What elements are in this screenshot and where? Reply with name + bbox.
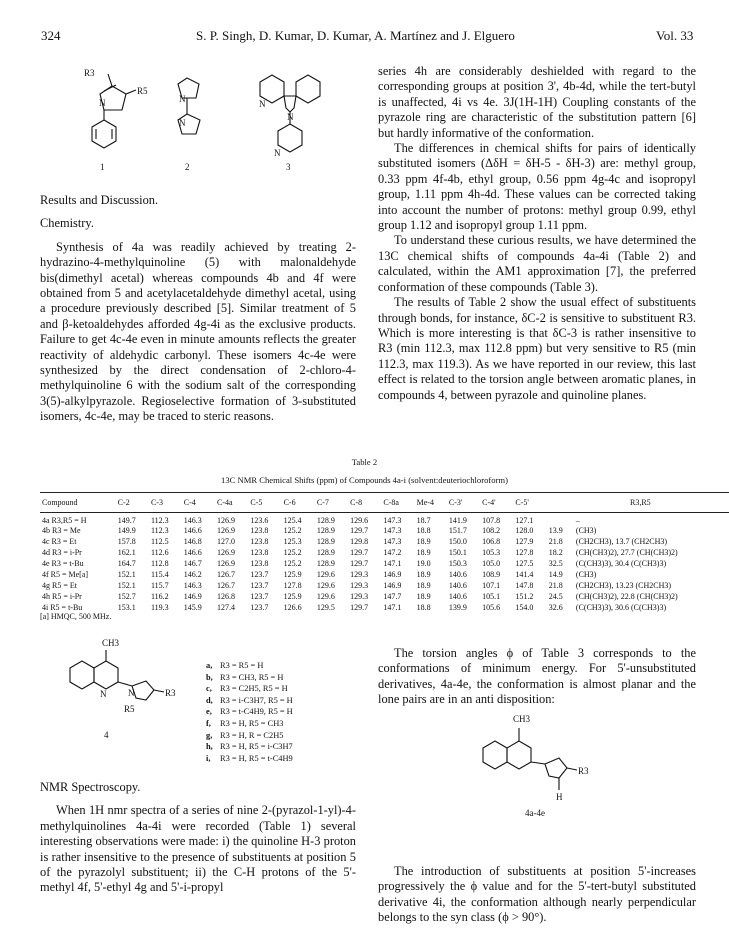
legend-item [206,706,293,718]
legend-key: b, [206,672,213,682]
table-cell: 128.9 [316,548,335,557]
table-cell: 146.8 [183,537,202,546]
table-cell: 126.7 [217,581,236,590]
table-header-cell: C-6 [282,493,315,513]
table-row [40,591,729,602]
table-cell: 125.2 [283,559,302,568]
table-cell: 147.8 [515,581,534,590]
n-label-8: N [128,688,135,698]
table-header-cell: C-4a [215,493,248,513]
legend-item [206,741,293,753]
right-paragraph-3: To understand these curious results, we have determined the 13C chemical shifts of compounds 4a-4i (Table 2) and calculated, within the AM1 approximation [7], the preferred conformation of these compounds (Table 3). [378,233,696,294]
table-row [40,602,729,613]
table-cell: 112.3 [150,516,169,525]
table-cell: 18.9 [416,592,431,601]
table-cell: 146.9 [183,592,202,601]
table-cell: 129.5 [316,603,335,612]
table-cell: (CH(CH3)2), 22.8 (CH(CH3)2) [575,592,678,601]
left-column [40,193,356,425]
table-cell: 105.0 [482,559,501,568]
legend-text: R3 = R5 = H [220,661,264,670]
table-cell: 152.1 [117,570,136,579]
table-cell: 4h R5 = i-Pr [42,592,82,601]
table-cell: 145.9 [183,603,202,612]
table-cell: 21.8 [548,581,563,590]
table-cell: 123.7 [250,581,269,590]
table-cell: 4g R5 = Et [42,581,77,590]
right-paragraph-4: The results of Table 2 show the usual effect of substituents through bonds, for instance, δC-2 is sensitive to substituent R3. Which is more interesting is that δC-3 is rather insensitive to R3 (min 112.3, max 112.8 ppm) but very sensitive to R5 (min 112.3, max 119.3). As we have reported in our review, this last effect is related to the torsion angle between aromatic planes, in compounds 4, between pyrazole and quinoline planes. [378,295,696,402]
table-cell: 147.3 [383,516,402,525]
compound-label-4: 4 [104,730,109,740]
nmr-paragraph: When 1H nmr spectra of a series of nine 2-(pyrazol-1-yl)-4-methylquinolines 4a-4i were recorded (Table 1) several interesting observations were made: i) the quinoline H-3 proton is rather insensitive to the presence of substituents at position 5 of the pyrazolyl substituent; ii) the C-H protons of the 5'-methyl 4f, 5'-ethyl 4g and 5'-i-propyl [40,803,356,895]
table-cell: 146.3 [183,581,202,590]
structure-label-2: 2 [185,162,190,172]
table-cell: 105.1 [482,592,501,601]
table-label: Table 2 [351,457,378,467]
table-cell: 150.0 [448,537,467,546]
n-label-3: N [179,118,186,128]
table-cell: 18.8 [416,526,431,535]
table-cell: 19.0 [416,559,431,568]
table-cell: 126.9 [217,559,236,568]
table-cell: 154.0 [515,603,534,612]
table-cell: 125.3 [283,537,302,546]
n-label-6: N [274,148,281,158]
table-cell: (CH3) [575,570,597,579]
table-cell: 125.9 [283,570,302,579]
structure-4 [60,634,210,744]
table-header-cell: C-8a [381,493,414,513]
r3-label-4a: R3 [578,766,589,776]
table-row [40,558,729,569]
table-cell: 147.2 [383,548,402,557]
table-cell: 4d R3 = i-Pr [42,548,82,557]
table-cell: 4i R5 = t-Bu [42,603,83,612]
table-cell: 129.6 [316,592,335,601]
table-cell: 151.7 [448,526,467,535]
table-cell: 146.7 [183,559,202,568]
table-header-cell: C-8 [348,493,381,513]
table-cell: 18.9 [416,537,431,546]
table-cell: 126.6 [283,603,302,612]
table-cell: 147.3 [383,526,402,535]
table-row [40,536,729,547]
table-cell: 128.9 [316,516,335,525]
table-header-cell: C-4 [182,493,215,513]
table-row [40,580,729,591]
table-cell: 127.4 [217,603,236,612]
table-cell: 152.1 [117,581,136,590]
n-label-1: N [99,98,106,108]
n-label-7: N [100,689,107,699]
n-label-5: N [287,112,294,122]
legend-item [206,753,293,765]
table-header-cell: C-7 [315,493,348,513]
table-cell: 127.8 [283,581,302,590]
table-cell: 18.2 [548,548,563,557]
table-cell: 123.7 [250,592,269,601]
table-cell: 115.4 [150,570,169,579]
table-title: 13C NMR Chemical Shifts (ppm) of Compounds 4a-i (solvent:deuteriochloroform) [221,475,508,485]
table-cell: 32.6 [548,603,563,612]
n-label-4: N [259,99,266,109]
table-cell: 13.9 [548,526,563,535]
table-cell: 140.6 [448,592,467,601]
r3-label: R3 [84,68,95,78]
table-cell: 164.7 [117,559,136,568]
table-cell: 127.1 [515,516,534,525]
table-header-cell: C-4' [480,493,513,513]
table-cell: 129.6 [316,570,335,579]
structure-label-1: 1 [100,162,105,172]
legend-item [206,718,293,730]
table-cell: 127.0 [217,537,236,546]
table-cell: 146.2 [183,570,202,579]
table-cell: 139.9 [448,603,467,612]
table-cell: 146.6 [183,548,202,557]
label-4a-4e: 4a-4e [525,808,545,818]
ch3-label-4a: CH3 [513,714,531,724]
legend-key: d, [206,695,213,705]
table-cell: 128.9 [316,559,335,568]
volume-label: Vol. 33 [656,28,694,43]
table-cell: 129.6 [350,516,369,525]
table-header-cell: Compound [40,493,116,513]
h-label: H [556,792,563,802]
table-cell: 123.8 [250,537,269,546]
table-cell: 4f R5 = Me[a] [42,570,89,579]
table-cell: 146.9 [383,570,402,579]
lower-right-column [378,646,696,708]
table-header-cell: Me-4 [415,493,447,513]
table-cell: 123.8 [250,526,269,535]
table-cell: (C(CH3)3), 30.4 (C(CH3)3) [575,559,667,568]
table-cell: 125.2 [283,526,302,535]
substituent-legend [206,660,293,764]
results-heading: Results and Discussion. [40,193,159,207]
table-cell: 140.6 [448,581,467,590]
right-paragraph-1: series 4h are considerably deshielded with regard to the corresponding groups at position 3', 4b-4d, while the tert-butyl is unaffected, 4i vs 4e. 3J(1H-1H) Coupling constants of the pyrazole ring are characteristic of the substitution pattern [6] but hardly informative of the conformation. [378,64,696,140]
table-cell: 129.7 [350,526,369,535]
legend-key: i, [206,753,211,763]
r5-label-4: R5 [124,704,135,714]
table-cell: 115.7 [150,581,169,590]
table-cell: 105.3 [482,548,501,557]
legend-text: R3 = H, R5 = CH3 [220,718,284,728]
table-header-cell: C-3' [447,493,480,513]
table-cell: 112.6 [150,548,169,557]
r3-label-4: R3 [165,688,176,698]
table-cell: 141.9 [448,516,467,525]
table-cell: 153.1 [117,603,136,612]
running-authors: S. P. Singh, D. Kumar, D. Kumar, A. Martínez and J. Elguero [196,28,515,43]
table-header-cell: C-5 [248,493,281,513]
table-cell: 151.2 [515,592,534,601]
table-cell: 123.6 [250,516,269,525]
table-cell: 4a R3,R5 = H [42,516,87,525]
table-cell: 146.9 [383,581,402,590]
legend-text: R3 = C2H5, R5 = H [220,684,288,694]
structures-1-2-3 [60,62,370,182]
structure-label-3: 3 [286,162,291,172]
legend-key: a, [206,661,213,670]
legend-item [206,730,293,742]
lower-left-column [40,780,356,896]
table-row [40,525,729,536]
table-cell: 4b R3 = Me [42,526,81,535]
table-cell: 127.9 [515,537,534,546]
right-column [378,64,696,403]
table-cell: 123.8 [250,548,269,557]
table-cell: 107.1 [482,581,501,590]
table-cell: 18.7 [416,516,431,525]
table-cell: 21.8 [548,537,563,546]
structure-4a-4e [465,708,625,818]
table-cell: 157.8 [117,537,136,546]
table-cell: 125.9 [283,592,302,601]
chemistry-heading: Chemistry. [40,216,94,231]
legend-text: R3 = H, R5 = i-C3H7 [220,742,293,752]
legend-text: R3 = CH3, R5 = H [220,672,284,682]
table-cell: 129.6 [316,581,335,590]
legend-text: R3 = H, R = C2H5 [220,730,284,740]
table-cell: 127.5 [515,559,534,568]
ch3-label-4: CH3 [102,638,120,648]
table-cell: 123.8 [250,559,269,568]
table-cell: 129.7 [350,603,369,612]
synthesis-paragraph: Synthesis of 4a was readily achieved by treating 2-hydrazino-4-methylquinoline (5) with malonaldehyde bis(dimethyl acetal) whereas compounds 4b and 4f were obtained from 5 and acetylacetaldehyde dimethyl acetal, using a procedure previously described [5]. Similar treatment of 5 and β-ketoaldehydes afforded 4g-4i as the exclusive products. Failure to get 4c-4e even in minute amounts reflects the greater reactivity of aldehydic carbonyl. These isomers 4c-4e were synthesized by the direct condensation of 2-chloro-4-methylquinoline 6 with the sodium salt of the corresponding 3(5)-alkylpyrazole. Regioselective formation of 3-substituted isomers, 4c-4e, may be traced to steric reasons. [40,239,356,424]
table-cell: 18.8 [416,603,431,612]
page-number: 324 [41,28,61,43]
table-cell [547,513,574,526]
table-cell: 107.8 [482,516,501,525]
table-cell: 126.9 [217,526,236,535]
r5-label: R5 [137,86,148,96]
table-cell: 147.1 [383,603,402,612]
table-header-cell: C-3 [149,493,182,513]
table-cell: 125.2 [283,548,302,557]
table-cell: 18.9 [416,548,431,557]
table-footnote: [a] HMQC, 500 MHz. [40,612,112,621]
table-cell: 152.7 [117,592,136,601]
table-cell: 150.3 [448,559,467,568]
table-cell: 149.7 [117,516,136,525]
table-cell: 126.8 [217,592,236,601]
table-cell: 119.3 [150,603,169,612]
legend-text: R3 = t-C4H9, R5 = H [220,707,293,717]
table-cell: (CH3) [575,526,597,535]
table-cell: 129.3 [350,592,369,601]
table-cell: 129.7 [350,559,369,568]
n-label-2: N [179,94,186,104]
table-cell: 112.8 [150,559,169,568]
table-cell: 112.3 [150,526,169,535]
table-cell: (CH2CH3), 13.7 (CH2CH3) [575,537,668,546]
legend-item [206,672,293,684]
table-cell: 126.7 [217,570,236,579]
table-header-cell: C-5' [513,493,546,513]
table-cell: 146.3 [183,516,202,525]
legend-key: e, [206,707,212,717]
table-cell: 129.3 [350,581,369,590]
legend-text: R3 = H, R5 = t-C4H9 [220,753,293,763]
table-cell: (C(CH3)3), 30.6 (C(CH3)3) [575,603,667,612]
substituent-paragraph: The introduction of substituents at position 5'-increases progressively the ϕ value and for the 5'-tert-butyl substituted derivative 4i, the conformation although nearly perpendicular belongs to the syn class (ϕ > 90°). [378,864,696,925]
table-cell: 106.8 [482,537,501,546]
table-cell: 4e R3 = t-Bu [42,559,84,568]
table-cell: 14.9 [548,570,563,579]
table-cell: 123.7 [250,570,269,579]
legend-key: f, [206,718,211,728]
table-cell: 128.9 [316,537,335,546]
table-cell: 127.8 [515,548,534,557]
table-cell: 24.5 [548,592,563,601]
table-cell: 4c R3 = Et [42,537,77,546]
table-2 [40,492,729,613]
torsion-paragraph: The torsion angles ϕ of Table 3 corresponds to the conformations of minimum energy. For 5'-unsubstituted derivatives, 4a-4e, the conformation is almost planar and the lone pairs are in an anti disposition: [378,646,696,707]
table-cell: 128.9 [316,526,335,535]
table-cell: 147.1 [383,559,402,568]
table-header-cell: C-2 [116,493,149,513]
table-cell: (CH(CH3)2), 27.7 (CH(CH3)2) [575,548,678,557]
table-cell: 105.6 [482,603,501,612]
legend-item [206,660,293,672]
legend-item [206,695,293,707]
nmr-heading: NMR Spectroscopy. [40,780,141,794]
legend-key: g, [206,730,213,740]
table-cell: 125.4 [283,516,302,525]
table-cell: 147.3 [383,537,402,546]
table-cell: 112.5 [150,537,169,546]
legend-item [206,683,293,695]
table-row [40,513,729,526]
table-cell: 108.2 [482,526,501,535]
table-cell: 129.7 [350,548,369,557]
table-cell: 126.9 [217,548,236,557]
table-cell: 18.9 [416,581,431,590]
table-cell: 162.1 [117,548,136,557]
legend-key: c, [206,684,212,694]
table-cell: 150.1 [448,548,467,557]
table-cell: 146.6 [183,526,202,535]
table-cell: 32.5 [548,559,563,568]
lower-right-column-2 [378,864,696,926]
table-cell: 129.8 [350,537,369,546]
table-cell: 123.7 [250,603,269,612]
table-row [40,547,729,558]
legend-text: R3 = i-C3H7, R5 = H [220,695,293,705]
table-cell: 147.7 [383,592,402,601]
table-cell: – [575,516,580,525]
table-cell: 108.9 [482,570,501,579]
legend-key: h, [206,742,213,752]
table-cell: 126.9 [217,516,236,525]
table-cell: (CH2CH3), 13.23 (CH2CH3) [575,581,672,590]
table-cell: 128.0 [515,526,534,535]
table-cell: 140.6 [448,570,467,579]
table-header-cell: R3,R5 [547,493,729,513]
right-paragraph-2: The differences in chemical shifts for pairs of identically substituted isomers (ΔδH = δH-5 - δH-3) are: methyl group, 0.33 ppm 4f-4b, ethyl group, 0.56 ppm 4g-4c and isopropyl group, 1.11 ppm 4h-4d. These values can be corrected taking into account the number of protons: methyl group 0.99, ethyl group 1.12 and isopropyl group 1.11 ppm. [378,141,696,233]
table-cell: 149.9 [117,526,136,535]
table-row [40,569,729,580]
table-cell: 116.2 [150,592,169,601]
table-cell: 141.4 [515,570,534,579]
table-cell: 129.3 [350,570,369,579]
table-cell: 18.9 [416,570,431,579]
